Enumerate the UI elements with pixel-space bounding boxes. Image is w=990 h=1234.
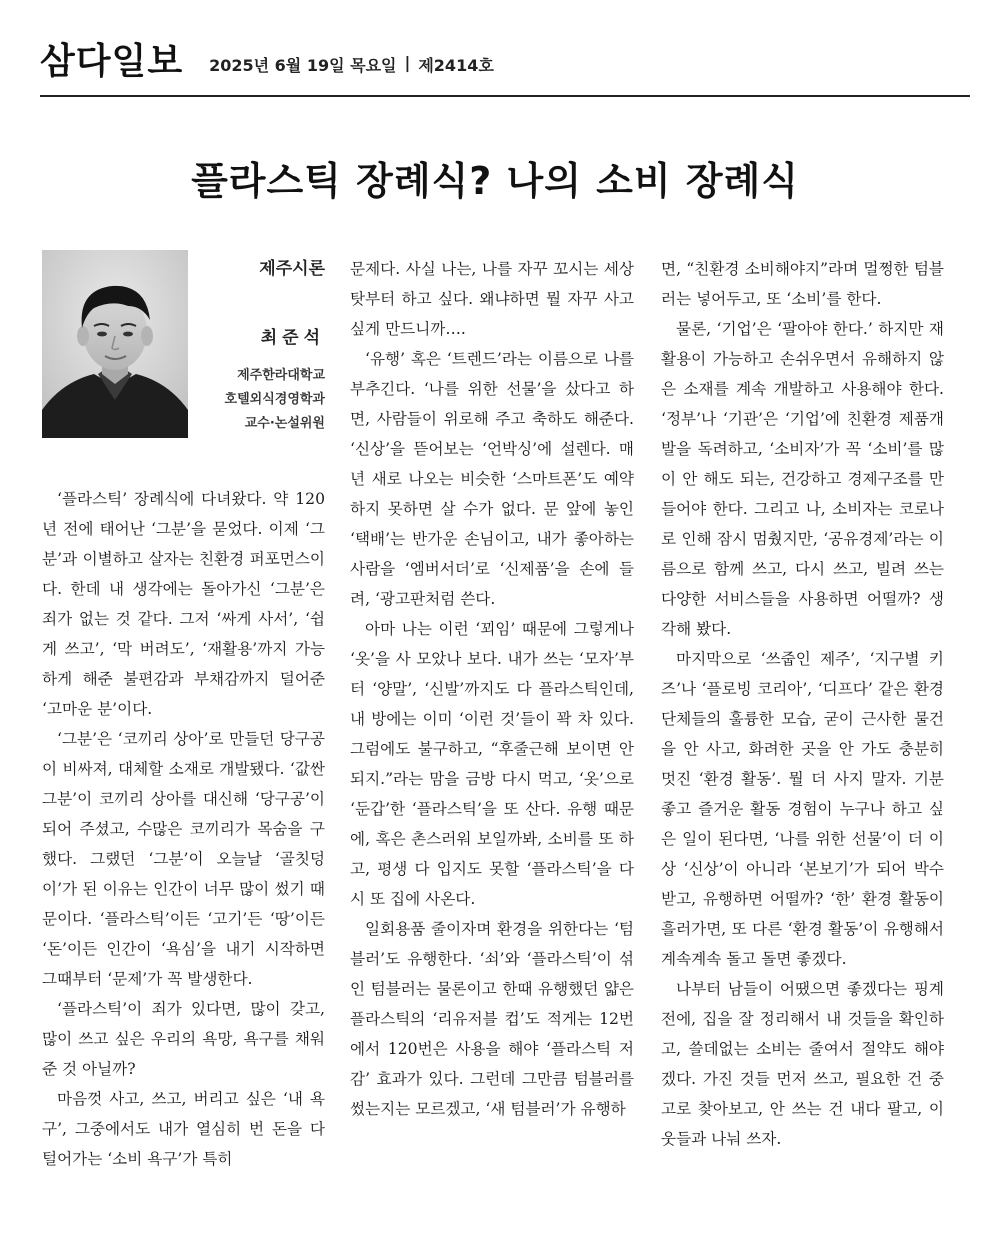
article-column-1 bbox=[42, 484, 325, 1174]
author-photo bbox=[42, 250, 188, 438]
paragraph: ‘플라스틱’ 장례식에 다녀왔다. 약 120년 전에 태어난 ‘그분’을 묻었다. 이제 ‘그분’과 이별하고 살자는 친환경 퍼포먼스이다. 한데 내 생각에는 돌아가신 ‘그분’은 죄가 없는 것 같다. 그저 ‘싸게 사서’, ‘쉽게 쓰고’, ‘막 버려도’, ‘재활용’까지 가능하게 해준 불편감과 부채감까지 덜어준 ‘고마운 분’이다. bbox=[42, 490, 325, 718]
paragraph: 일회용품 줄이자며 환경을 위한다는 ‘텀블러’도 유행한다. ‘쇠’와 ‘플라스틱’이 섞인 텀블러는 물론이고 한때 유행했던 얇은 플라스틱의 ‘리유저블 컵’도 적게는 12번에서 120번은 사용을 해야 ‘플라스틱 저감’ 효과가 있다. 그런데 그만큼 텀블러를 썼는지는 모르겠고, ‘새 텀블러’가 유행하 bbox=[350, 920, 634, 1118]
byline bbox=[190, 250, 325, 436]
paragraph: 물론, ‘기업’은 ‘팔아야 한다.’ 하지만 재활용이 가능하고 손쉬우면서 유해하지 않은 소재를 계속 개발하고 사용해야 한다. ‘정부’나 ‘기관’은 ‘기업’에 친환경 제품개발을 독려하고, ‘소비자’가 꼭 ‘소비’를 많이 안 해도 되는, 건강하고 경제구조를 만들어야 한다. 그리고 나, 소비자는 코로나로 인해 잠시 멈췄지만, ‘공유경제’라는 이름으로 함께 쓰고, 다시 쓰고, 빌려 쓰는 다양한 서비스들을 사용하면 어떨까? 생각해 봤다. bbox=[661, 320, 944, 638]
paragraph: 마음껏 사고, 쓰고, 버리고 싶은 ‘내 욕구’, 그중에서도 내가 열심히 번 돈을 다 털어가는 ‘소비 욕구’가 특히 bbox=[42, 1090, 325, 1168]
paragraph: 문제다. 사실 나는, 나를 자꾸 꼬시는 세상 탓부터 하고 싶다. 왜냐하면 뭘 자꾸 사고 싶게 만드니까…. bbox=[350, 260, 634, 338]
affiliation-line: 호텔외식경영학과 bbox=[224, 392, 325, 407]
author-block bbox=[42, 250, 325, 440]
paragraph: 면, “친환경 소비해야지”라며 멀쩡한 텀블러는 넣어두고, 또 ‘소비’를 한다. bbox=[661, 260, 944, 308]
paragraph: ‘유행’ 혹은 ‘트렌드’라는 이름으로 나를 부추긴다. ‘나를 위한 선물’을 샀다고 하면, 사람들이 위로해 주고 축하도 해준다. ‘신상’을 뜯어보는 ‘언박싱’에 설렌다. 매년 새로 나오는 비슷한 ‘스마트폰’도 예약하지 못하면 살 수가 없다. 문 앞에 놓인 ‘택배’는 반가운 손님이고, 내가 좋아하는 사람을 ‘엠버서더’로 ‘신제품’을 손에 들려, ‘광고판처럼 쓴다. bbox=[350, 350, 634, 608]
author-affiliation bbox=[190, 364, 325, 436]
article-column-2 bbox=[350, 254, 634, 1124]
paragraph: ‘플라스틱’이 죄가 있다면, 많이 갖고, 많이 쓰고 싶은 우리의 욕망, 욕구를 채워준 것 아닐까? bbox=[42, 1000, 325, 1078]
masthead-rule bbox=[40, 95, 970, 97]
paragraph: 아마 나는 이런 ‘꾀임’ 때문에 그렇게나 ‘옷’을 사 모았나 보다. 내가 쓰는 ‘모자’부터 ‘양말’, ‘신발’까지도 다 플라스틱인데, 내 방에는 이미 ‘이런 것’들이 꽉 차 있다. 그럼에도 불구하고, “후줄근해 보이면 안 되지.”라는 맘을 금방 다시 먹고, ‘옷’으로 ‘둔갑’한 ‘플라스틱’을 또 산다. 유행 때문에, 혹은 촌스러워 보일까봐, 소비를 또 하고, 평생 다 입지도 못할 ‘플라스틱’을 다시 또 집에 사온다. bbox=[350, 620, 634, 908]
masthead bbox=[40, 42, 970, 82]
paragraph: 나부터 남들이 어땠으면 좋겠다는 핑계 전에, 집을 잘 정리해서 내 것들을 확인하고, 쓸데없는 소비는 줄여서 절약도 해야겠다. 가진 것들 먼저 쓰고, 필요한 건 중고로 찾아보고, 안 쓰는 건 내다 팔고, 이웃들과 나눠 쓰자. bbox=[661, 980, 944, 1148]
newspaper-logo: 삼다일보 bbox=[40, 41, 184, 82]
paragraph: ‘그분’은 ‘코끼리 상아’로 만들던 당구공이 비싸져, 대체할 소재로 개발됐다. ‘값싼 그분’이 코끼리 상아를 대신해 ‘당구공’이 되어 주셨고, 수많은 코끼리가 목숨을 구했다. 그랬던 ‘그분’이 오늘날 ‘골칫덩이’가 된 이유는 인간이 너무 많이 썼기 때문이다. ‘플라스틱’이든 ‘고기’든 ‘땅’이든 ‘돈’이든 인간이 ‘욕심’을 내기 시작하면 그때부터 ‘문제’가 꼭 발생한다. bbox=[42, 730, 325, 988]
issue-number: 제2414호 bbox=[418, 56, 494, 75]
column-section-name: 제주시론 bbox=[259, 259, 325, 279]
issue-separator: | bbox=[404, 53, 411, 72]
affiliation-line: 교수·논설위원 bbox=[244, 416, 325, 431]
author-name: 최준석 bbox=[260, 328, 325, 348]
article-column-3 bbox=[661, 254, 944, 1154]
issue-date: 2025년 6월 19일 목요일 bbox=[209, 56, 397, 75]
paragraph: 마지막으로 ‘쓰줍인 제주’, ‘지구별 키즈’나 ‘플로빙 코리아’, ‘디프다’ 같은 환경단체들의 훌륭한 모습, 굳이 근사한 물건을 안 사고, 화려한 곳을 안 가도 충분히 멋진 ‘환경 활동’. 뭘 더 사지 말자. 기분 좋고 즐거운 활동 경험이 누구나 하고 싶은 일이 된다면, ‘나를 위한 선물’이 더 이상 ‘신상’이 아니라 ‘본보기’가 되어 박수받고, 유행하면 어떨까? ‘한’ 환경 활동이 흘러가면, 또 다른 ‘환경 활동’이 유행해서 계속계속 돌고 돌면 좋겠다. bbox=[661, 650, 944, 968]
affiliation-line: 제주한라대학교 bbox=[237, 368, 325, 383]
author-portrait-icon bbox=[42, 250, 188, 438]
issue-info bbox=[209, 53, 494, 76]
article-headline: 플라스틱 장례식? 나의 소비 장례식 bbox=[191, 159, 799, 203]
